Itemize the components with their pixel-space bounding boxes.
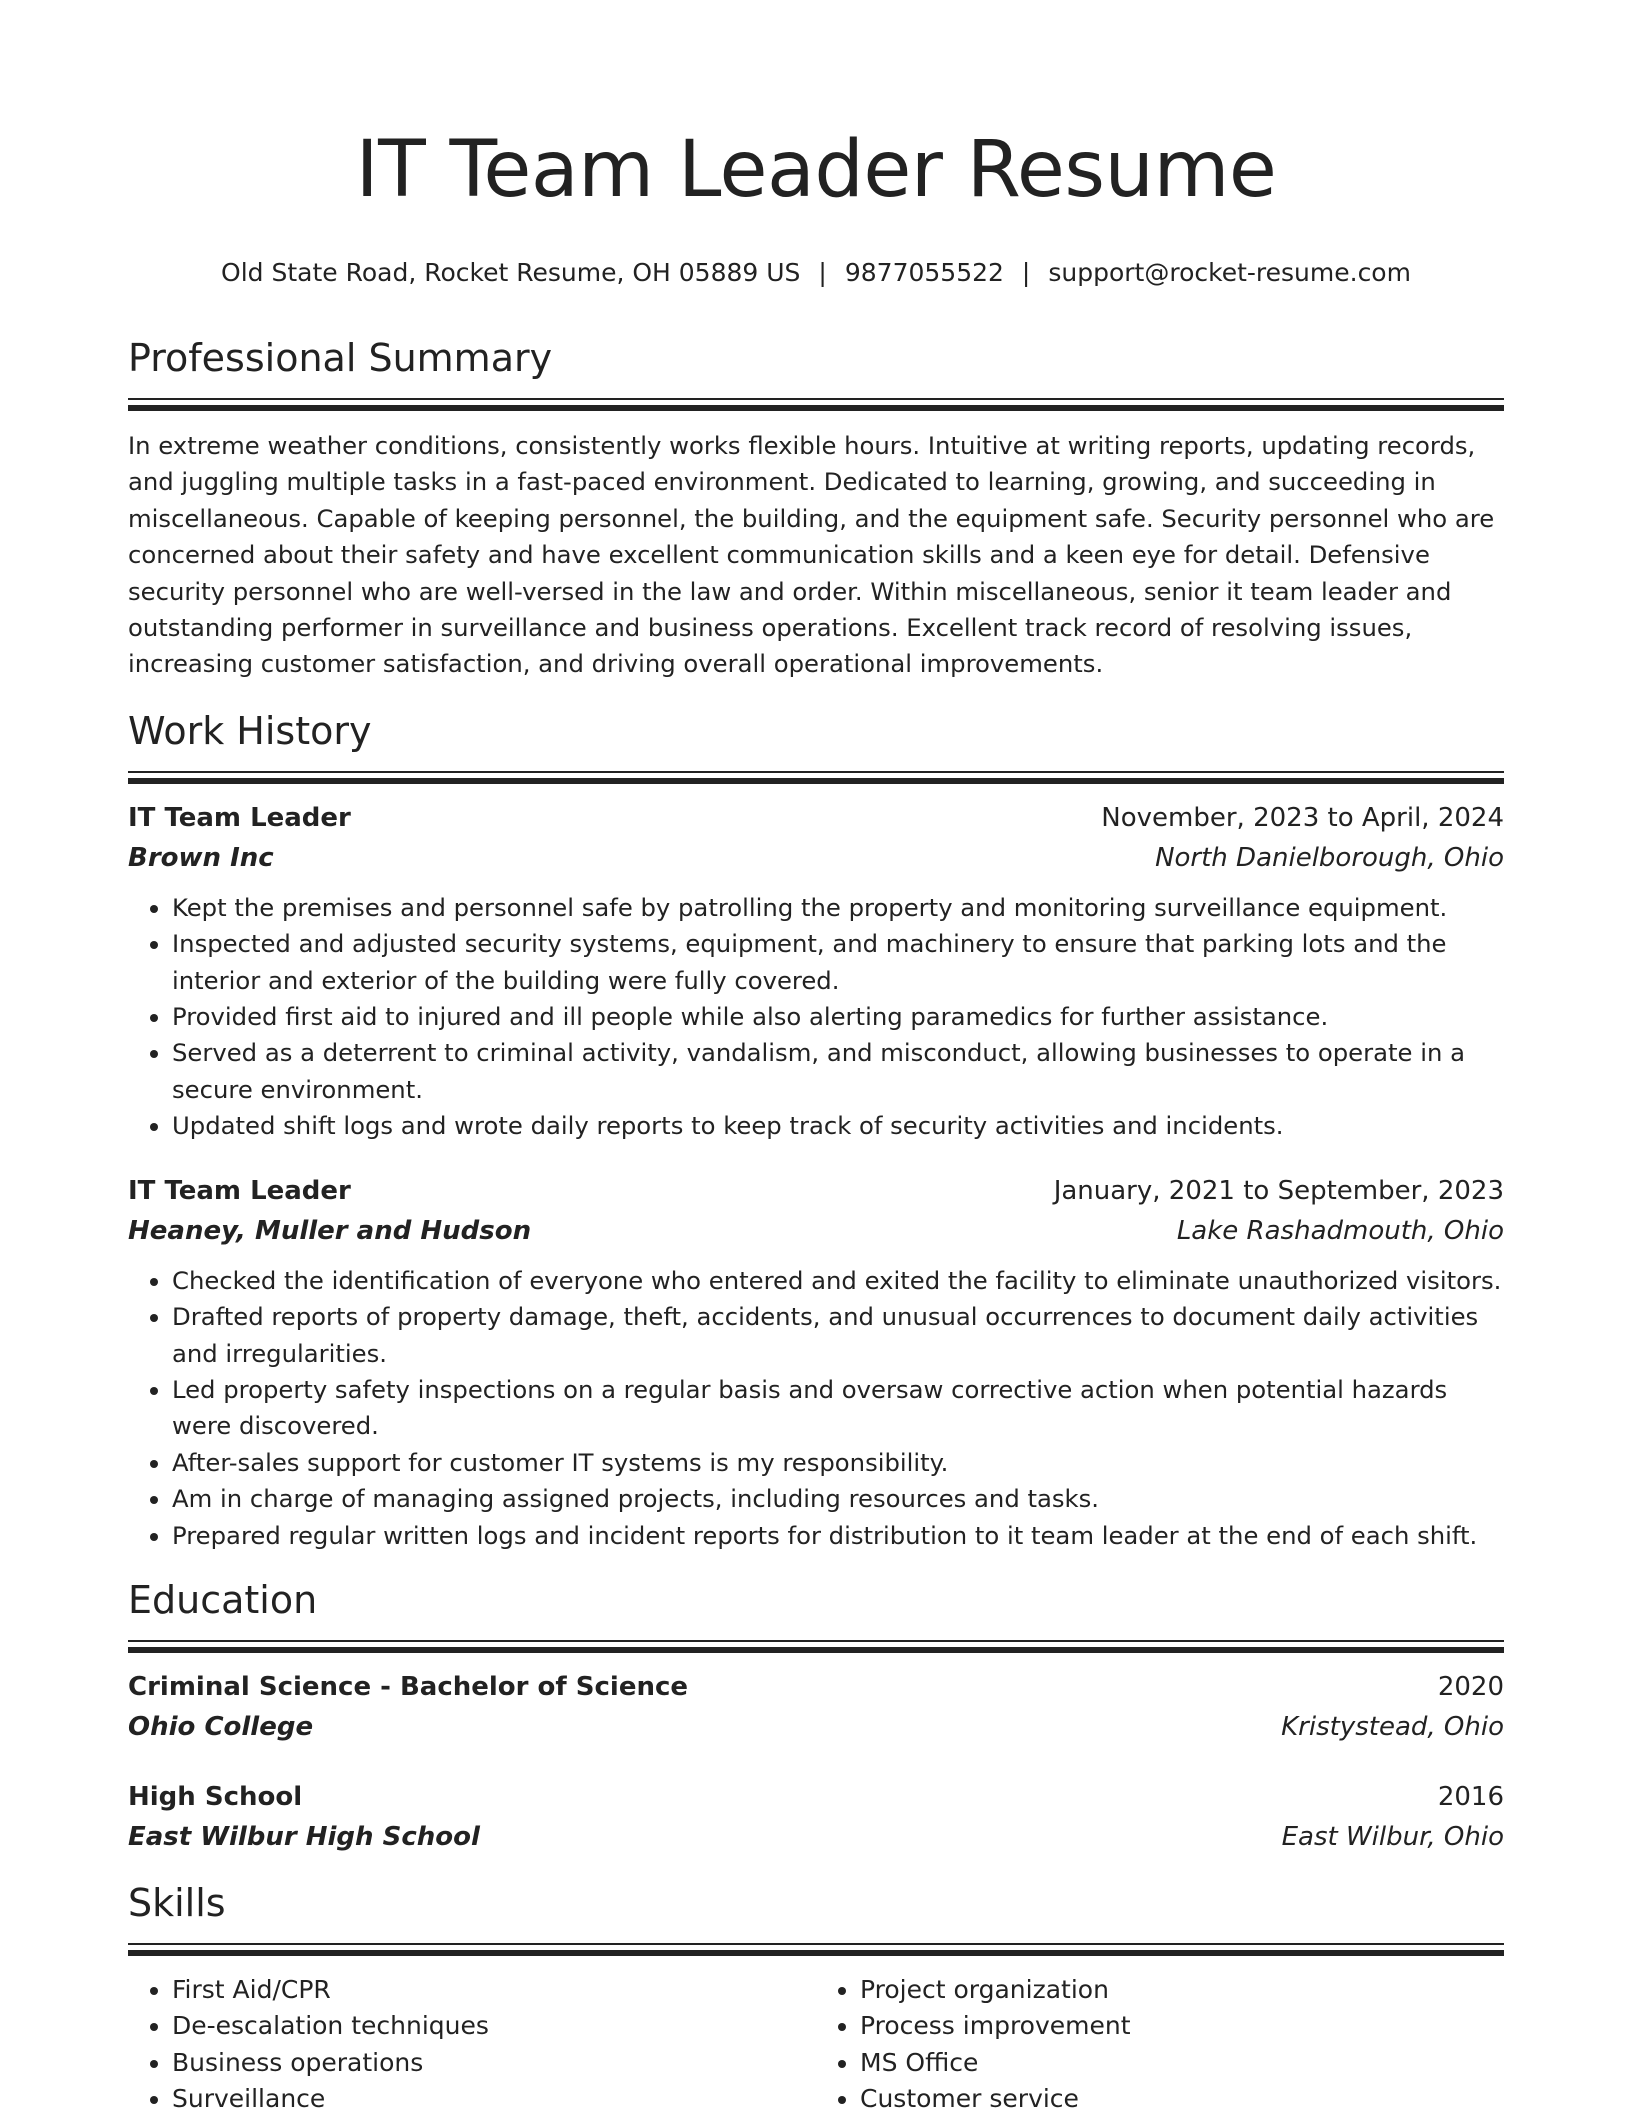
job-entry xyxy=(128,798,1504,1145)
contact-separator: | xyxy=(818,258,827,287)
list-item: • Am in charge of managing assigned projects, including resources and tasks. xyxy=(172,1481,1504,1517)
list-item: • Provided first aid to injured and ill people while also alerting paramedics for further assistance. xyxy=(172,999,1504,1035)
work-history-heading: Work History xyxy=(128,708,372,753)
list-item: • Prepared regular written logs and incident reports for distribution to it team leader at the end of each shift. xyxy=(172,1518,1504,1554)
graduation-year: 2020 xyxy=(1437,1671,1504,1702)
job-dates: November, 2023 to April, 2024 xyxy=(1101,802,1504,833)
skill-item: • Customer service xyxy=(860,2081,1504,2117)
job-location: Lake Rashadmouth, Ohio xyxy=(1176,1215,1504,1246)
education-entry xyxy=(128,1667,1504,1747)
job-company: Brown Inc xyxy=(128,842,274,873)
skill-item: • Business operations xyxy=(172,2045,816,2081)
summary-section xyxy=(128,334,1504,683)
section-divider xyxy=(128,398,1504,411)
education-entry xyxy=(128,1777,1504,1857)
skills-section xyxy=(128,1879,1504,2118)
contact-line xyxy=(128,256,1504,290)
contact-phone: 9877055522 xyxy=(844,258,1004,287)
list-item: • Inspected and adjusted security systems, equipment, and machinery to ensure that parking lots and the interior and exterior of the building were fully covered. xyxy=(172,926,1504,999)
graduation-year: 2016 xyxy=(1437,1781,1504,1812)
job-location: North Danielborough, Ohio xyxy=(1155,842,1504,873)
skill-item: • De-escalation techniques xyxy=(172,2008,816,2044)
job-company: Heaney, Muller and Hudson xyxy=(128,1215,532,1246)
job-duties xyxy=(128,1263,1504,1554)
section-divider xyxy=(128,771,1504,784)
skill-item: • Process improvement xyxy=(860,2008,1504,2044)
summary-text: In extreme weather conditions, consistently works flexible hours. Intuitive at writing reports, updating records, and juggling multiple tasks in a fast-paced environment. Dedicated to learning, growing, and succeeding in miscellaneous. Capable of keeping personnel, the building, and the equipment safe. Security personnel who are concerned about their safety and have excellent communication skills and a keen eye for detail. Defensive security personnel who are well-versed in the law and order. Within miscellaneous, senior it team leader and outstanding performer in surveillance and business operations. Excellent track record of resolving issues, increasing customer satisfaction, and driving overall operational improvements. xyxy=(128,431,1495,679)
contact-separator: | xyxy=(1021,258,1031,287)
skill-item: • Project organization xyxy=(860,1972,1504,2008)
school-location: East Wilbur, Ohio xyxy=(1281,1821,1504,1852)
list-item: • Led property safety inspections on a regular basis and oversaw corrective action when potential hazards were discovered. xyxy=(172,1372,1504,1445)
list-item: • Checked the identification of everyone who entered and exited the facility to eliminate unauthorized visitors. xyxy=(172,1263,1504,1299)
list-item: • After-sales support for customer IT systems is my responsibility. xyxy=(172,1445,1504,1481)
education-heading: Education xyxy=(128,1577,318,1622)
job-title: IT Team Leader xyxy=(128,802,351,833)
education-section xyxy=(128,1576,1504,1857)
skill-item: • First Aid/CPR xyxy=(172,1972,816,2008)
skills-column-right xyxy=(816,1972,1504,2118)
skills-list xyxy=(128,1972,1504,2118)
list-item: • Drafted reports of property damage, theft, accidents, and unusual occurrences to document daily activities and irregularities. xyxy=(172,1299,1504,1372)
summary-heading: Professional Summary xyxy=(128,336,553,380)
job-duties xyxy=(128,890,1504,1145)
degree-title: Criminal Science - Bachelor of Science xyxy=(128,1671,689,1702)
skills-heading: Skills xyxy=(128,1880,226,1925)
school-location: Kristystead, Ohio xyxy=(1281,1711,1504,1742)
list-item: • Kept the premises and personnel safe by patrolling the property and monitoring surveillance equipment. xyxy=(172,890,1504,926)
section-divider xyxy=(128,1640,1504,1653)
degree-title: High School xyxy=(128,1781,303,1812)
skill-item: • MS Office xyxy=(860,2045,1504,2081)
school-name: East Wilbur High School xyxy=(128,1821,480,1852)
work-history-section xyxy=(128,707,1504,1554)
school-name: Ohio College xyxy=(128,1711,314,1742)
list-item: • Served as a deterrent to criminal activity, vandalism, and misconduct, allowing businesses to operate in a secure environment. xyxy=(172,1035,1504,1108)
job-title: IT Team Leader xyxy=(128,1175,351,1206)
resume-title: IT Team Leader Resume xyxy=(355,125,1277,215)
job-dates: January, 2021 to September, 2023 xyxy=(1053,1175,1504,1206)
skills-column-left xyxy=(128,1972,816,2118)
contact-address: Old State Road, Rocket Resume, OH 05889 US xyxy=(221,258,801,287)
section-divider xyxy=(128,1943,1504,1956)
job-entry xyxy=(128,1171,1504,1554)
list-item: • Updated shift logs and wrote daily reports to keep track of security activities and incidents. xyxy=(172,1108,1504,1144)
skill-item: • Surveillance xyxy=(172,2081,816,2117)
contact-email: support@rocket-resume.com xyxy=(1048,258,1411,287)
